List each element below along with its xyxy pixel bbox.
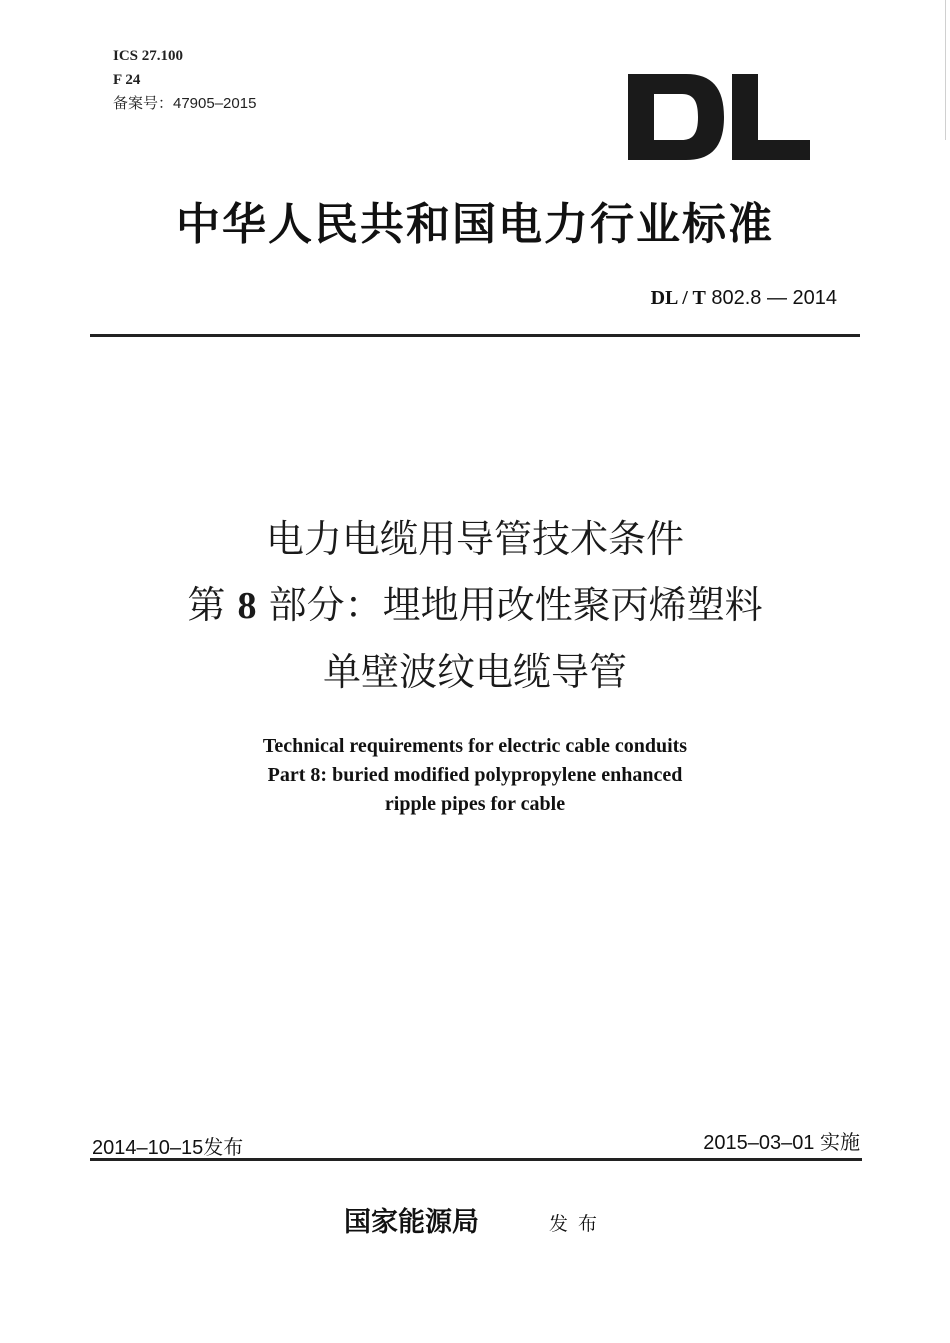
classification-info <box>113 44 256 116</box>
english-title-line1: Technical requirements for electric cable conduits <box>262 735 688 757</box>
standard-number-value: 802.8 — 2014 <box>711 287 837 309</box>
issue-date: 2014–10–15发布 <box>92 1137 244 1159</box>
standard-number-prefix: DL / T <box>650 287 706 309</box>
english-title-line3: ripple pipes for cable <box>384 793 566 815</box>
chinese-title <box>0 506 950 705</box>
dl-logo-letter-d <box>628 74 724 160</box>
english-title-line2: Part 8: buried modified polypropylene enhanced <box>267 764 683 786</box>
chinese-title-line2-pre: 第 <box>187 583 226 627</box>
standard-category: 中华人民共和国电力行业标准 <box>176 199 774 250</box>
scan-edge <box>945 0 946 140</box>
bottom-divider <box>90 1158 862 1161</box>
issuer-name: 国家能源局 <box>344 1207 479 1238</box>
chinese-title-line2-post: 部分：埋地用改性聚丙烯塑料 <box>268 583 763 627</box>
chinese-title-part-number: 8 <box>237 585 257 627</box>
issuer-action: 发布 <box>549 1213 608 1235</box>
dl-logo <box>628 74 810 160</box>
top-divider <box>90 334 860 337</box>
record-number: 备案号：47905–2015 <box>113 95 257 112</box>
chinese-title-line2 <box>0 572 950 639</box>
chinese-title-line3: 单壁波纹电缆导管 <box>322 650 627 694</box>
english-title <box>0 732 950 819</box>
dl-logo-letter-l <box>732 74 810 160</box>
ccs-code: F 24 <box>113 72 141 88</box>
standard-number <box>651 287 837 310</box>
chinese-title-line1: 电力电缆用导管技术条件 <box>265 517 684 561</box>
ics-code: ICS 27.100 <box>113 48 184 64</box>
implementation-date: 2015–03–01 实施 <box>703 1132 860 1154</box>
